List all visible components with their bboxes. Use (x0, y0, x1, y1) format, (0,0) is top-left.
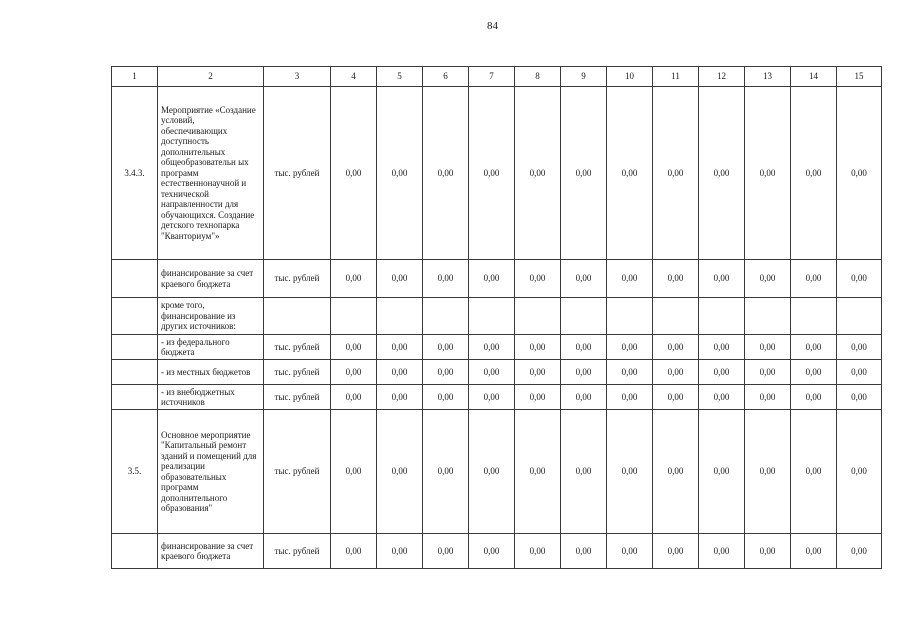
value-cell: 0,00 (607, 385, 653, 410)
value-cell: 0,00 (377, 534, 423, 569)
value-cell: 0,00 (561, 260, 607, 298)
value-cell (745, 298, 791, 335)
value-cell: 0,00 (699, 410, 745, 534)
value-cell: 0,00 (607, 534, 653, 569)
value-cell: 0,00 (515, 385, 561, 410)
row-number (112, 335, 158, 360)
value-cell: 0,00 (837, 335, 882, 360)
row-unit: тыс. рублей (264, 87, 331, 260)
budget-table (111, 66, 882, 569)
value-cell: 0,00 (745, 260, 791, 298)
value-cell: 0,00 (837, 410, 882, 534)
row-description: - из федерального бюджета (158, 335, 264, 360)
value-cell: 0,00 (469, 410, 515, 534)
value-cell: 0,00 (377, 385, 423, 410)
value-cell: 0,00 (653, 87, 699, 260)
value-cell: 0,00 (561, 360, 607, 385)
column-header: 5 (377, 67, 423, 87)
value-cell: 0,00 (377, 360, 423, 385)
row-description: - из местных бюджетов (158, 360, 264, 385)
value-cell: 0,00 (745, 335, 791, 360)
value-cell: 0,00 (423, 534, 469, 569)
value-cell: 0,00 (699, 260, 745, 298)
value-cell: 0,00 (607, 410, 653, 534)
value-cell: 0,00 (469, 385, 515, 410)
value-cell: 0,00 (653, 534, 699, 569)
value-cell: 0,00 (423, 335, 469, 360)
value-cell: 0,00 (377, 260, 423, 298)
table-row (112, 87, 882, 260)
value-cell: 0,00 (423, 385, 469, 410)
value-cell: 0,00 (791, 87, 837, 260)
row-number (112, 385, 158, 410)
value-cell: 0,00 (791, 360, 837, 385)
value-cell: 0,00 (561, 87, 607, 260)
value-cell: 0,00 (515, 534, 561, 569)
value-cell: 0,00 (653, 335, 699, 360)
row-unit: тыс. рублей (264, 360, 331, 385)
page-number: 84 (487, 20, 498, 32)
value-cell (607, 298, 653, 335)
column-header: 11 (653, 67, 699, 87)
value-cell: 0,00 (515, 360, 561, 385)
value-cell: 0,00 (331, 87, 377, 260)
column-header: 12 (699, 67, 745, 87)
value-cell: 0,00 (745, 385, 791, 410)
value-cell: 0,00 (331, 534, 377, 569)
value-cell: 0,00 (699, 385, 745, 410)
table-row (112, 410, 882, 534)
row-description: финансирование за счет краевого бюджета (158, 260, 264, 298)
table-row (112, 260, 882, 298)
column-header: 4 (331, 67, 377, 87)
value-cell: 0,00 (607, 360, 653, 385)
value-cell: 0,00 (791, 335, 837, 360)
value-cell: 0,00 (699, 87, 745, 260)
value-cell: 0,00 (331, 410, 377, 534)
value-cell: 0,00 (791, 260, 837, 298)
column-header: 2 (158, 67, 264, 87)
value-cell: 0,00 (699, 360, 745, 385)
value-cell (423, 298, 469, 335)
value-cell: 0,00 (469, 87, 515, 260)
value-cell: 0,00 (331, 385, 377, 410)
column-header: 13 (745, 67, 791, 87)
row-description: Основное мероприятие "Капитальный ремонт зданий и помещений для реализации образовательных программ дополнительного образования" (158, 410, 264, 534)
value-cell: 0,00 (791, 410, 837, 534)
value-cell: 0,00 (837, 260, 882, 298)
value-cell: 0,00 (331, 260, 377, 298)
row-description: кроме того, финансирование из других источников: (158, 298, 264, 335)
value-cell: 0,00 (653, 360, 699, 385)
table-row (112, 298, 882, 335)
value-cell: 0,00 (331, 360, 377, 385)
value-cell: 0,00 (331, 335, 377, 360)
table-row (112, 360, 882, 385)
value-cell (653, 298, 699, 335)
table-row (112, 335, 882, 360)
column-header: 14 (791, 67, 837, 87)
value-cell: 0,00 (653, 385, 699, 410)
row-unit: тыс. рублей (264, 534, 331, 569)
value-cell: 0,00 (607, 87, 653, 260)
value-cell: 0,00 (423, 87, 469, 260)
column-header: 10 (607, 67, 653, 87)
row-unit (264, 298, 331, 335)
row-number (112, 534, 158, 569)
column-header: 1 (112, 67, 158, 87)
column-header: 15 (837, 67, 882, 87)
value-cell: 0,00 (745, 87, 791, 260)
value-cell (515, 298, 561, 335)
row-unit: тыс. рублей (264, 410, 331, 534)
row-number (112, 260, 158, 298)
value-cell: 0,00 (515, 335, 561, 360)
value-cell: 0,00 (607, 335, 653, 360)
value-cell: 0,00 (469, 335, 515, 360)
row-number (112, 360, 158, 385)
value-cell: 0,00 (561, 410, 607, 534)
column-header: 6 (423, 67, 469, 87)
value-cell (469, 298, 515, 335)
value-cell: 0,00 (837, 360, 882, 385)
value-cell: 0,00 (469, 534, 515, 569)
value-cell: 0,00 (791, 385, 837, 410)
value-cell: 0,00 (515, 410, 561, 534)
value-cell: 0,00 (423, 410, 469, 534)
value-cell: 0,00 (377, 335, 423, 360)
value-cell: 0,00 (515, 260, 561, 298)
row-unit: тыс. рублей (264, 260, 331, 298)
value-cell: 0,00 (791, 534, 837, 569)
value-cell: 0,00 (745, 534, 791, 569)
value-cell: 0,00 (699, 335, 745, 360)
column-header: 9 (561, 67, 607, 87)
table-row (112, 385, 882, 410)
value-cell: 0,00 (561, 534, 607, 569)
column-header: 3 (264, 67, 331, 87)
row-number (112, 298, 158, 335)
value-cell (699, 298, 745, 335)
value-cell: 0,00 (837, 87, 882, 260)
value-cell: 0,00 (653, 260, 699, 298)
value-cell: 0,00 (561, 335, 607, 360)
row-number: 3.4.3. (112, 87, 158, 260)
value-cell: 0,00 (837, 385, 882, 410)
value-cell (331, 298, 377, 335)
row-unit: тыс. рублей (264, 335, 331, 360)
value-cell: 0,00 (837, 534, 882, 569)
value-cell: 0,00 (745, 410, 791, 534)
value-cell: 0,00 (745, 360, 791, 385)
value-cell: 0,00 (423, 260, 469, 298)
header-row (112, 67, 882, 87)
row-number: 3.5. (112, 410, 158, 534)
value-cell: 0,00 (515, 87, 561, 260)
value-cell: 0,00 (653, 410, 699, 534)
value-cell: 0,00 (607, 260, 653, 298)
value-cell: 0,00 (469, 260, 515, 298)
row-unit: тыс. рублей (264, 385, 331, 410)
row-description: финансирование за счет краевого бюджета (158, 534, 264, 569)
value-cell: 0,00 (377, 410, 423, 534)
value-cell (377, 298, 423, 335)
value-cell (561, 298, 607, 335)
column-header: 8 (515, 67, 561, 87)
value-cell (837, 298, 882, 335)
value-cell: 0,00 (423, 360, 469, 385)
table-row (112, 534, 882, 569)
row-description: - из внебюджетных источников (158, 385, 264, 410)
value-cell: 0,00 (469, 360, 515, 385)
column-header: 7 (469, 67, 515, 87)
value-cell: 0,00 (561, 385, 607, 410)
value-cell: 0,00 (699, 534, 745, 569)
value-cell (791, 298, 837, 335)
value-cell: 0,00 (377, 87, 423, 260)
row-description: Мероприятие «Создание условий, обеспечивающих доступность дополнительных общеобразовательн ых программ естественнонаучной и технической направленности для обучающихся. Создание детского технопарка "Кванториум"» (158, 87, 264, 260)
